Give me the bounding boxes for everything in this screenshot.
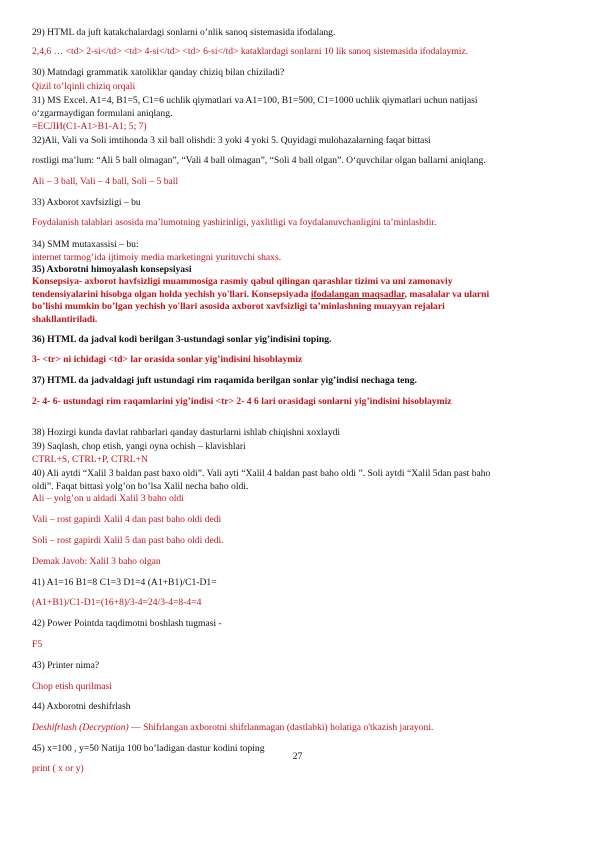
answer-42: F5 xyxy=(32,639,43,650)
page-number: 27 xyxy=(292,751,303,762)
answer-36: 3- <tr> ni ichidagi <td> lar orasida sonlar yig’indisini hisoblaymiz xyxy=(32,354,303,365)
question-43: 43) Printer nima? xyxy=(32,660,100,671)
question-42: 42) Power Pointda taqdimotni boshlash tugmasi - xyxy=(32,618,222,629)
answer-40-ali: Ali – yolg’on u aldadi Xalil 3 baho oldi xyxy=(32,493,184,504)
answer-35-line1: Konsepsiya- axborot havfsizligi muammosiga rasmiy qabul qilingan qarashlar tizimi va uni zamonaviy xyxy=(32,276,453,287)
answer-35-line3: bo’lishi mumkin bo’lgan yechish yo'llari asosida axborot xavfsizligi ta’minlashning muayyan rejalari xyxy=(32,301,445,312)
answer-35-text: tendensiyalarini hisobga olgan holda yechish yo'llari. Konsepsiyada xyxy=(32,289,311,300)
answer-33: Foydalanish talablari asosida ma’lumotning yashirinligi, yaxlitligi va foydalanuvchanligini ta’minlashdir. xyxy=(32,217,437,228)
question-40-line2: oldi”. Faqat bittasi yolg’on bo’lsa Xalil necha baho oldi. xyxy=(32,481,249,492)
question-41: 41) A1=16 B1=8 C1=3 D1=4 (A1+B1)/C1-D1= xyxy=(32,577,217,588)
question-34: 34) SMM mutaxassisi – bu: xyxy=(32,239,139,250)
question-36: 36) HTML da jadval kodi berilgan 3-ustundagi sonlar yig’indisini toping. xyxy=(32,334,332,345)
answer-35-line4: shakllantiriladi. xyxy=(32,314,98,325)
question-39: 39) Saqlash, chop etish, yangi oyna ochish – klavishlari xyxy=(32,441,246,452)
question-31-line1: 31) MS Excel. A1=4, B1=5, C1=6 uchlik qiymatlari va A1=100, B1=500, C1=1000 uchlik qiymatlari uchun natijasi xyxy=(32,95,478,106)
question-31-line2: o‘zgarmaydigan formulani aniqlang. xyxy=(32,108,173,119)
answer-44-definition: — Shifrlangan axborotni shifrlanmagan (dastlabki) holatiga o'tkazish jarayoni. xyxy=(128,722,434,733)
answer-41: (A1+B1)/C1-D1=(16+8)/3-4=24/3-4=8-4=4 xyxy=(32,597,202,608)
answer-40-vali: Vali – rost gapirdi Xalil 4 dan past baho oldi dedi xyxy=(32,514,222,525)
question-29: 29) HTML da juft katakchalardagi sonlarni o’nlik sanoq sistemasida ifodalang. xyxy=(32,27,336,38)
question-40-line1: 40) Ali aytdi “Xalil 3 baldan past baxo oldi”. Vali ayti “Xalil 4 baldan past baho oldi ”. Soli aytdi “Xalil 5dan past baho xyxy=(32,468,491,479)
answer-44 xyxy=(32,722,572,734)
answer-35-underlined: ifodalangan maqsadlar xyxy=(310,289,405,300)
answer-34: internet tarmog’ida ijtimoiy media marketingni yurituvchi shaxs. xyxy=(32,252,282,263)
answer-40-soli: Soli – rost gapirdi Xalil 5 dan past baho oldi dedi. xyxy=(32,535,224,546)
answer-30: Qizil to’lqinli chiziq orqali xyxy=(32,81,136,92)
question-38: 38) Hozirgi kunda davlat rahbarlari qanday dasturlarni ishlab chiqishni xoxlaydi xyxy=(32,427,341,438)
answer-37: 2- 4- 6- ustundagi rim raqamlarini yig’indisi <tr> 2- 4 6 lari orasidagi sonlarni yig’indisini hisoblaymiz xyxy=(32,396,452,407)
question-37: 37) HTML da jadvaldagi juft ustundagi rim raqamida berilgan sonlar yig’indisi nechaga teng. xyxy=(32,375,417,386)
answer-29: 2,4,6 … <td> 2-si</td> <td> 4-si</td> <td> 6-si</td> kataklardagi sonlarni 10 lik sanoq sistemasida ifodalaymiz. xyxy=(32,46,469,57)
answer-44-term: Deshifrlash (Decryption) xyxy=(32,722,129,733)
question-30: 30) Matndagi grammatik xatoliklar qanday chiziq bilan chiziladi? xyxy=(32,67,285,78)
question-35: 35) Axborotni himoyalash konsepsiyasi xyxy=(32,264,192,275)
answer-31: =ЕСЛИ(C1-A1>B1-A1; 5; 7) xyxy=(32,121,147,132)
question-32-line1: 32)Ali, Vali va Soli imtihonda 3 xil ball olishdi: 3 yoki 4 yoki 5. Quyidagi mulohazalarning faqat bittasi xyxy=(32,135,431,146)
question-45: 45) x=100 , y=50 Natija 100 bo’ladigan dastur kodini toping xyxy=(32,743,265,754)
answer-32: Ali – 3 ball, Vali – 4 ball, Soli – 5 ball xyxy=(32,176,179,187)
answer-35-line2 xyxy=(32,289,572,301)
answer-40-final: Demak Javob: Xalil 3 baho olgan xyxy=(32,556,161,567)
question-32-line2: rostligi ma’lum: “Ali 5 ball olmagan”, “Vali 4 ball olmagan”, “Soli 4 ball olgan”. O‘quvchilar olgan ballarni aniqlang. xyxy=(32,155,486,166)
question-44: 44) Axborotni deshifrlash xyxy=(32,701,131,712)
answer-43: Chop etish qurilmasi xyxy=(32,681,112,692)
answer-39: CTRL+S, CTRL+P, CTRL+N xyxy=(32,454,148,465)
answer-35-text-end: , masalalar va ularni xyxy=(404,289,490,300)
question-33: 33) Axborot xavfsizligi – bu xyxy=(32,197,141,208)
answer-45: print ( x or y) xyxy=(32,763,84,774)
